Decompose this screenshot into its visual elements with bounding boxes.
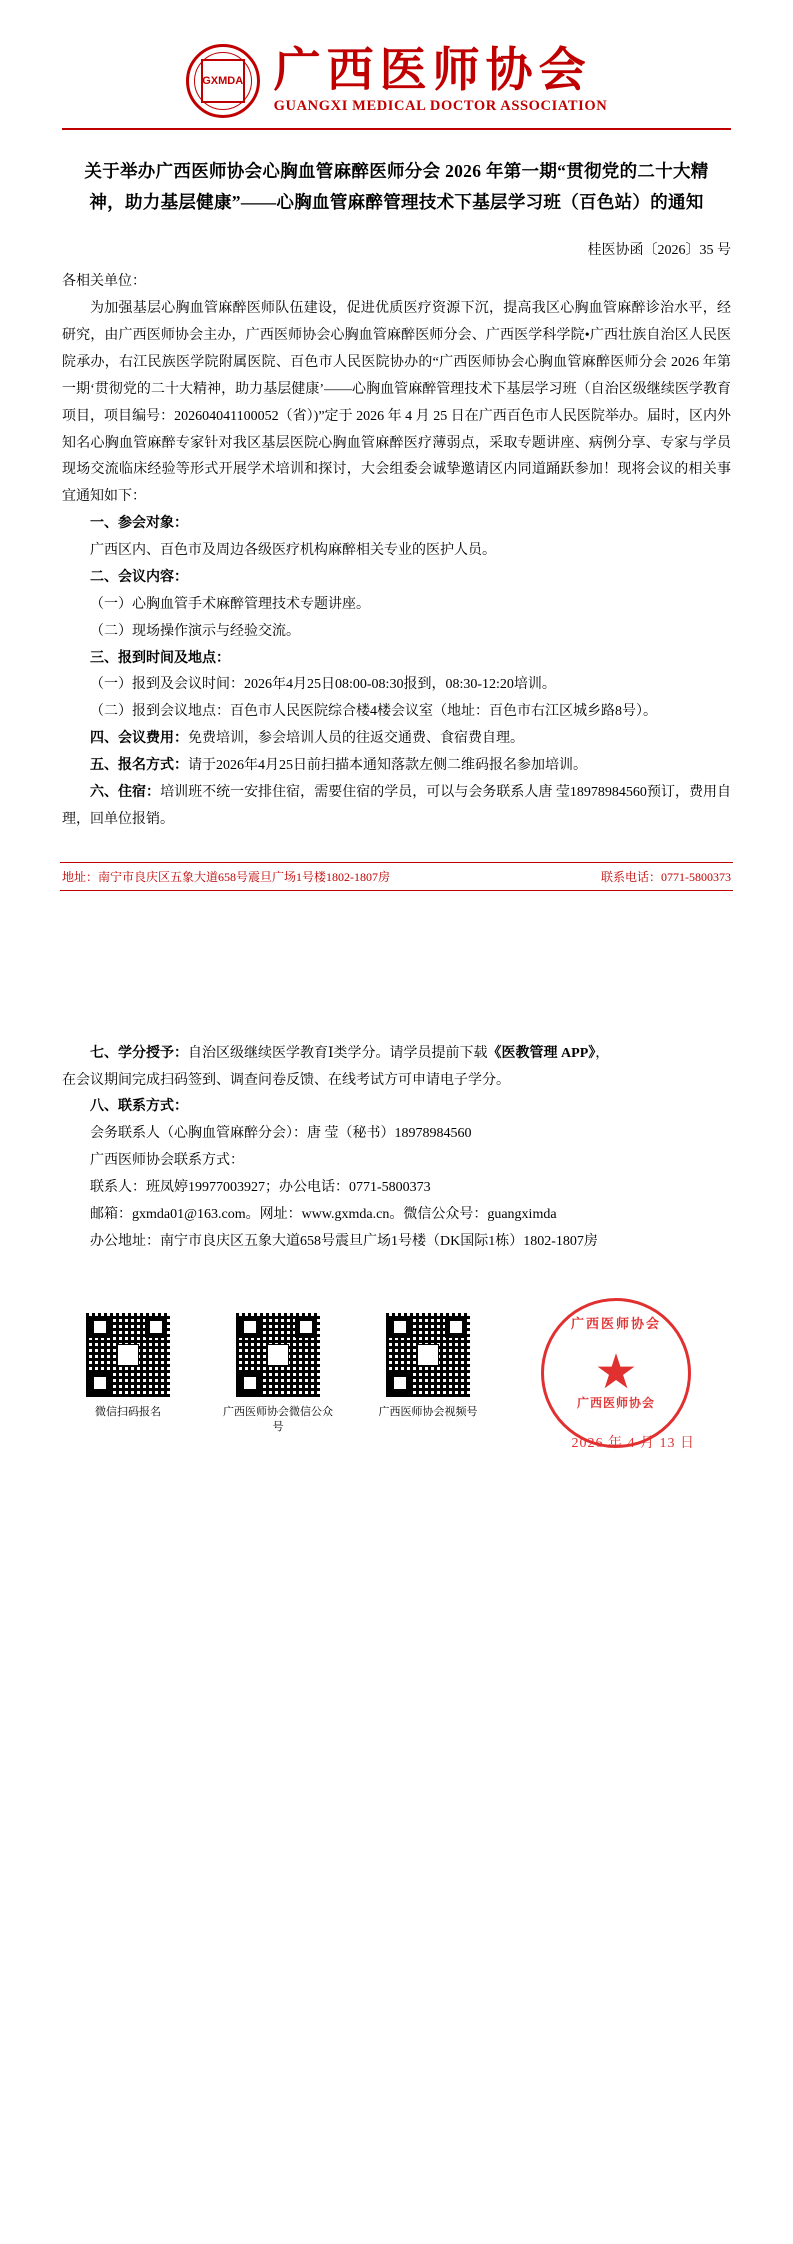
section-heading-7: 七、学分授予： [90,1045,188,1061]
footer-address: 地址：南宁市良庆区五象大道658号震旦广场1号楼1802-1807房 [62,869,390,884]
section-3-line-1: （一）报到及会议时间：2026年4月25日08:00-08:30报到，08:30-12:20培训。 [90,677,556,693]
contact-line-2: 广西医师协会联系方式： [90,1153,244,1169]
section-4-text: 免费培训，参会培训人员的往返交通费、食宿费自理。 [188,731,524,747]
section-6-text: 培训班不统一安排住宿，需要住宿的学员，可以与会务联系人唐 莹18978984560预订，费用自理，回单位报销。 [62,784,731,827]
document-number: 桂医协函〔2026〕35 号 [587,243,731,259]
organization-name-en: GUANGXI MEDICAL DOCTOR ASSOCIATION [273,98,608,115]
section-7-text-after: ， [595,1045,610,1061]
stamp-arc-bottom: 广西医师协会 [576,1395,655,1410]
section-heading-2: 二、会议内容： [90,569,188,585]
section-heading-8: 八、联系方式： [90,1099,188,1115]
section-heading-4: 四、会议费用： [90,731,188,747]
qr-code-icon[interactable] [235,1312,321,1398]
document-body [62,269,731,833]
stamp-date: 2026 年 4 月 13 日 [571,1435,695,1451]
qr-item-video-account[interactable] [372,1312,484,1436]
section-heading-5: 五、报名方式： [90,758,188,773]
letterhead [0,0,793,118]
association-logo-icon [186,44,260,118]
section-heading-1: 一、参会对象： [90,516,188,532]
organization-name-cn: 广西医师协会 [273,44,592,97]
qr-and-stamp-area [62,1312,731,1487]
section-heading-6: 六、住宿： [90,784,161,800]
section-7-line-2: 在会议期间完成扫码签到、调查问卷反馈、在线考试方可申请电子学分。 [62,1072,510,1088]
official-red-stamp-icon: 广西医师协会 ★ 广西医师协会 [541,1298,691,1448]
section-5-text: 请于2026年4月25日前扫描本通知落款左侧二维码报名参加培训。 [188,758,587,773]
document-body-page2 [62,1041,731,1256]
section-2-line-1: （一）心胸血管手术麻醉管理技术专题讲座。 [90,596,370,612]
document-title: 关于举办广西医师协会心胸血管麻醉医师分会 2026 年第一期“贯彻党的二十大精神，助力基层健康”——心胸血管麻醉管理技术下基层学习班（百色站）的通知 [84,161,709,212]
qr-code-icon[interactable] [85,1312,171,1398]
qr-caption: 广西医师协会微信公众号 [223,1405,333,1434]
section-6 [62,780,731,834]
section-7 [62,1041,731,1068]
qr-code-icon[interactable] [385,1312,471,1398]
section-3-line-2: （二）报到会议地点：百色市人民医院综合楼4楼会议室（地址：百色市右江区城乡路8号）。 [90,704,657,720]
qr-caption: 广西医师协会视频号 [378,1405,478,1418]
section-7-text-before: 自治区级继续医学教育Ⅰ类学分。请学员提前下载 [188,1045,488,1061]
section-4 [62,726,731,753]
qr-item-official-account[interactable] [222,1312,334,1436]
footer-phone: 联系电话：0771-5800373 [601,869,731,884]
contact-line-5: 办公地址：南宁市良庆区五象大道658号震旦广场1号楼（DK国际1栋）1802-1807房 [90,1233,598,1249]
salutation: 各相关单位： [62,274,146,290]
section-7-app-name: 《医教管理 APP》 [487,1045,596,1061]
contact-line-3: 联系人：班凤婷19977003927；办公电话：0771-5800373 [90,1180,431,1195]
letterhead-divider [62,128,731,130]
letterhead-text [273,44,608,116]
section-2-line-2: （二）现场操作演示与经验交流。 [90,623,300,639]
logo-initials: GXMDA [201,59,245,103]
section-1-line-1: 广西区内、百色市及周边各级医疗机构麻醉相关专业的医护人员。 [90,543,496,558]
contact-line-4: 邮箱：gxmda01@163.com。网址：www.gxmda.cn。微信公众号：guangximda [90,1206,557,1222]
footer-contact-band [60,862,733,891]
qr-caption: 微信扫码报名 [95,1405,161,1418]
section-5 [62,753,731,780]
intro-paragraph: 为加强基层心胸血管麻醉医师队伍建设，促进优质医疗资源下沉，提高我区心胸血管麻醉诊治水平，经研究，由广西医师协会主办，广西医师协会心胸血管麻醉医师分会、广西医学科学院•广西壮族自治区人民医院承办，右江民族医学院附属医院、百色市人民医院协办的“广西医师协会心胸血管麻醉医师分会 2026 年第一期‘贯彻党的二十大精神，助力基层健康’——心胸血管麻醉管理技术下基层学习班（自治区级继续医学教育项目，项目编号：202604041100052（省）)”定于 2026 年 4 月 25 日在广西百色市人民医院举办。届时，区内外知名心胸血管麻醉专家针对我区基层医院心胸血管麻醉医疗薄弱点，采取专题讲座、病例分享、专家与学员现场交流临床经验等形式开展学术培训和探讨，大会组委会诚挚邀请区内同道踊跃参加！现将会议的相关事宜通知如下： [62,301,731,505]
contact-line-1: 会务联系人（心胸血管麻醉分会）：唐 莹（秘书）18978984560 [90,1126,472,1142]
section-heading-3: 三、报到时间及地点： [90,650,230,666]
stamp-arc-top: 广西医师协会 [570,1315,661,1331]
qr-item-registration[interactable] [72,1312,184,1436]
